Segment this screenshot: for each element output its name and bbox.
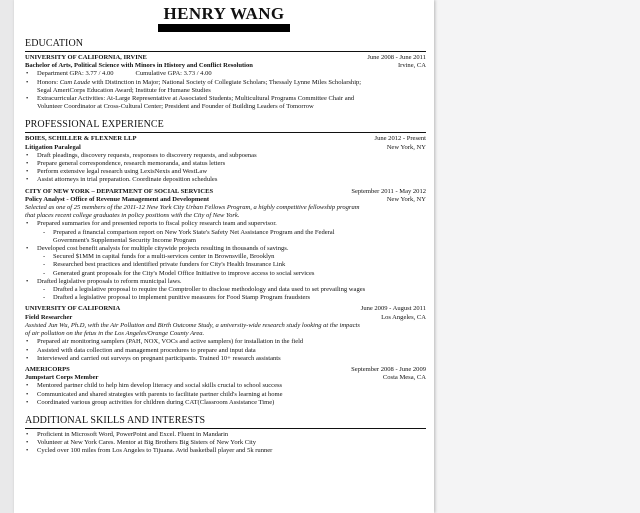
- education-dates: June 2008 - June 2011: [367, 54, 426, 61]
- list-item: • Drafted legislative proposals to reform municipal laws.: [25, 278, 426, 286]
- list-item: [25, 79, 426, 95]
- job-dates: September 2011 - May 2012: [351, 187, 426, 195]
- sub-item-line1: Prepared a financial comparison report on New York State's Safety Net Assistance Program and the Federal: [53, 228, 335, 236]
- sub-list-item: - Secured $1MM in capital funds for a multi-services center in Brownsville, Brooklyn: [25, 253, 426, 261]
- job-role: Policy Analyst - Office of Revenue Management and Development: [25, 195, 210, 203]
- job-entry: [25, 135, 426, 184]
- extracurricular-line1: Extracurricular Activities: At-Large Representative at Associated Students; Multicultural Programs Committee Chair and: [37, 95, 355, 103]
- honors-latin: Cum Laude: [59, 78, 91, 86]
- skills-list: [25, 431, 426, 456]
- education-location: Irvine, CA: [397, 62, 426, 70]
- honors-lead: Honors:: [37, 78, 60, 86]
- section-title-experience: PROFESSIONAL EXPERIENCE: [25, 119, 164, 131]
- job-location: New York, NY: [386, 143, 426, 151]
- list-item: • Cycled over 100 miles from Los Angeles to Tijuana. Avid basketball player and 5k runner: [25, 447, 426, 455]
- sub-item-line2: Government's Supplemental Security Income Program: [53, 236, 196, 244]
- job-description: [25, 204, 426, 220]
- list-item: • Prepared air monitoring samplers (PAH, NOX, VOCs and active samplers) for installation in the field: [25, 338, 426, 346]
- honors-rest: with Distinction in Major; National Society of Collegiate Scholars; Thessaly Lynne Miles Scholarship;: [90, 78, 362, 86]
- sub-list-item: - Generated grant proposals for the City's Model Office Initiative to improve access to social services: [25, 270, 426, 278]
- job-location: Los Angeles, CA: [381, 313, 426, 321]
- job-dates: September 2008 - June 2009: [351, 365, 426, 373]
- section-title-skills: ADDITIONAL SKILLS AND INTERESTS: [25, 414, 206, 426]
- list-item: • Perform extensive legal research using LexisNexis and WestLaw: [25, 168, 426, 176]
- list-item: • Assisted with data collection and management procedures to prepare and input data: [25, 347, 426, 355]
- job-entry: [25, 366, 426, 407]
- resume-content: [25, 36, 426, 456]
- degree: Bachelor of Arts, Political Science with Minors in History and Conflict Resolution: [25, 62, 253, 70]
- job-description-line2: of air pollution on the fetus in the Los Angeles/Orange County Area.: [25, 330, 205, 338]
- viewer-background: [434, 0, 640, 513]
- list-item: • Prepared summaries for and presented reports to fiscal policy research team and supervisor.: [25, 220, 426, 228]
- job-org: BOIES, SCHILLER & FLEXNER LLP: [25, 135, 137, 143]
- job-org: AMERICORPS: [25, 365, 70, 373]
- job-dates: June 2012 - Present: [374, 135, 426, 143]
- list-item: • Assist attorneys in trial preparation. Coordinate deposition schedules: [25, 176, 426, 184]
- resume-page: [14, 0, 434, 513]
- resume-name: HENRY WANG: [163, 4, 285, 23]
- section-title-education: EDUCATION: [25, 38, 84, 49]
- list-item: • Communicated and shared strategies with parents to facilitate partner child's learning at home: [25, 391, 426, 399]
- job-description-line2: that places recent college graduates in policy positions with the City of New York.: [25, 212, 240, 220]
- job-role: Field Researcher: [25, 313, 73, 321]
- list-item: • Prepare general correspondence, research memoranda, and status letters: [25, 160, 426, 168]
- job-dates: June 2009 - August 2011: [360, 305, 426, 313]
- list-item: • Mentored partner child to help him develop literacy and social skills crucial to school success: [25, 382, 426, 390]
- job-description: [25, 322, 426, 338]
- job-location: New York, NY: [386, 195, 426, 203]
- job-org: UNIVERSITY OF CALIFORNIA: [25, 305, 121, 313]
- section-divider: [25, 51, 426, 52]
- list-item: [25, 95, 426, 111]
- job-role: Litigation Paralegal: [25, 143, 81, 151]
- job-location: Costa Mesa, CA: [382, 374, 426, 382]
- gpa-cumulative: Cumulative GPA: 3.73 / 4.00: [135, 70, 212, 78]
- job-description-line1: Selected as one of 25 members of the 2011-12 New York City Urban Fellows Program, a highly competitive fellowship program: [25, 204, 360, 212]
- list-item: [25, 70, 426, 78]
- list-item: • Volunteer at New York Cares. Mentor at Big Brothers Big Sisters of New York City: [25, 439, 426, 447]
- list-item: • Draft pleadings, discovery requests, responses to discovery requests, and subpoenas: [25, 152, 426, 160]
- job-org: CITY OF NEW YORK – DEPARTMENT OF SOCIAL SERVICES: [25, 187, 214, 195]
- sub-list-item: - Researched best practices and identified private funders for City's Health Insurance Link: [25, 261, 426, 269]
- list-item: • Developed cost benefit analysis for multiple citywide projects resulting in thousands of savings.: [25, 245, 426, 253]
- list-item: • Interviewed and carried out surveys on pregnant participants. Trained 10+ research assistants: [25, 355, 426, 363]
- section-divider: [25, 132, 426, 133]
- school-name: UNIVERSITY OF CALIFORNIA, IRVINE: [25, 54, 147, 61]
- sub-list-item: [25, 229, 426, 245]
- job-entry: [25, 188, 426, 303]
- sub-list-item: - Drafted a legislative proposal to implement punitive measures for Food Stamp Program fraudsters: [25, 294, 426, 302]
- section-divider: [25, 428, 426, 429]
- redacted-contact-bar: [158, 24, 290, 32]
- education-entry: [25, 54, 426, 111]
- job-description-line1: Assisted Jun Wu, Ph.D, with the Air Pollution and Birth Outcome Study, a university-wide research study looking at the impacts: [25, 321, 360, 329]
- extracurricular-line2: Volunteer Coordinator at Cross-Cultural Center; President and Founder of Building Leaders of Tomorrow: [37, 103, 314, 111]
- list-item: • Coordinated various group activities for children during CAT(Classroom Assistance Time): [25, 399, 426, 407]
- job-entry: [25, 305, 426, 362]
- honors-line2: Segal AmeriCorps Education Award; Institute for Humane Studies: [37, 86, 211, 94]
- sub-list-item: - Drafted a legislative proposal to require the Comptroller to disclose methodology and data used to set prevailing wages: [25, 286, 426, 294]
- job-role: Jumpstart Corps Member: [25, 374, 99, 382]
- gpa-department: Department GPA: 3.77 / 4.00: [37, 70, 114, 78]
- list-item: • Proficient in Microsoft Word, PowerPoint and Excel. Fluent in Mandarin: [25, 431, 426, 439]
